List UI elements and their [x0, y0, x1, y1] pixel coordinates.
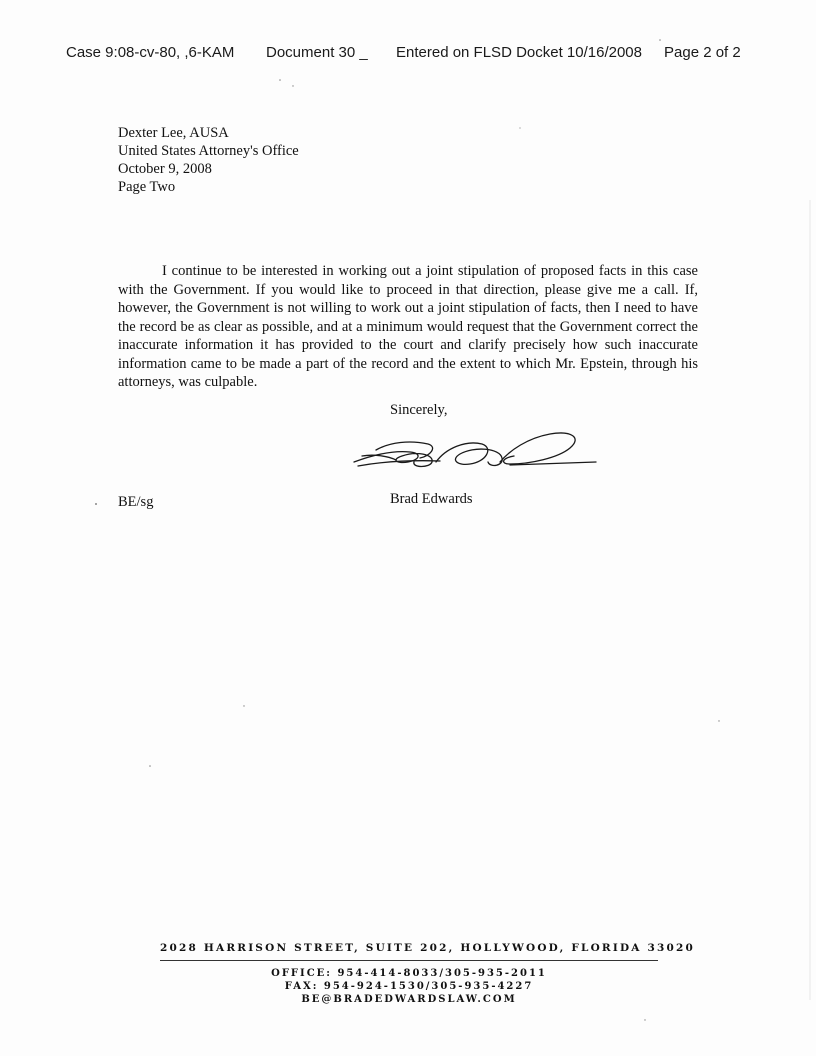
office-phone: OFFICE: 954-414-8033/305-935-2011 — [271, 968, 547, 979]
page-count: Page 2 of 2 — [664, 44, 741, 61]
body-paragraph: I continue to be interested in working out a joint stipulation of proposed facts in this case with the Government. If you would like to proceed in that direction, please give me a call. If, however, the Government is not willing to work out a joint stipulation of facts, then I need to have the record be as clear as possible, and at a minimum would request that the Government correct the inaccurate information it has provided to the court and clarify precisely how such inaccurate information came to be made a part of the record and the extent to which Mr. Epstein, through his attorneys, was culpable. — [118, 263, 698, 390]
page-label: Page Two — [118, 179, 176, 195]
letterhead-address: 2028 HARRISON STREET, SUITE 202, HOLLYWOOD, FLORIDA 33020 — [160, 942, 695, 954]
recipient-name: Dexter Lee, AUSA — [118, 125, 229, 141]
fax-number: FAX: 954-924-1530/305-935-4227 — [284, 981, 534, 992]
recipient-office: United States Attorney's Office — [118, 143, 299, 159]
letterhead-contact — [160, 967, 658, 1006]
signer-name: Brad Edwards — [390, 491, 473, 507]
typist-initials: BE/sg — [118, 494, 154, 510]
letterhead-divider — [160, 960, 658, 961]
document-number: Document 30 _ — [266, 44, 368, 61]
recipient-block — [118, 124, 299, 196]
letter-date: October 9, 2008 — [118, 161, 212, 177]
handwritten-signature — [350, 426, 600, 476]
case-number: Case 9:08-cv-80, ,6-KAM — [66, 44, 235, 61]
docket-entry: Entered on FLSD Docket 10/16/2008 — [396, 44, 642, 61]
valediction: Sincerely, — [390, 402, 448, 418]
email-address: BE@BRADEDWARDSLAW.COM — [301, 994, 517, 1005]
